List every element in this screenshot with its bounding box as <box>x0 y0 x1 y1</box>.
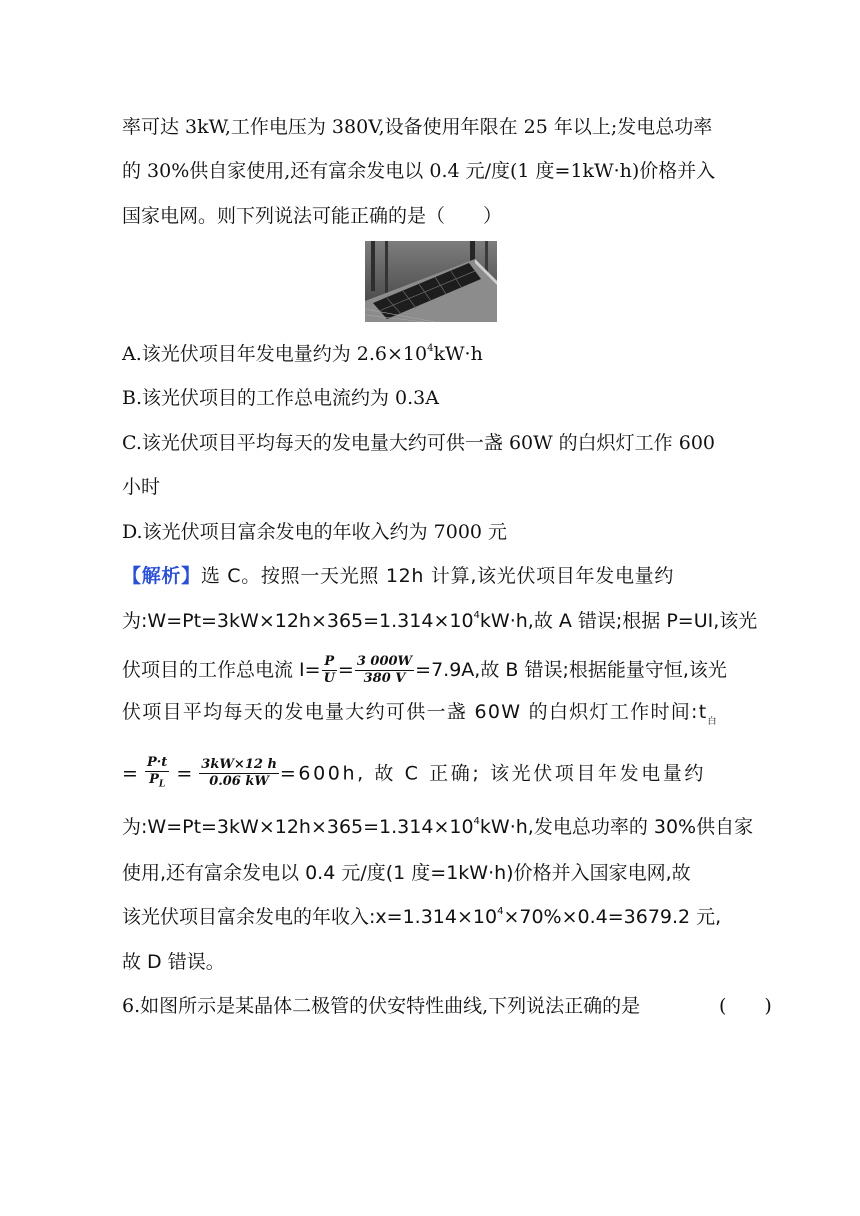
analysis-text-6b: kW·h,发电总功率的 30%供自家 <box>479 816 754 838</box>
analysis-text-4: 伏项目平均每天的发电量大约可供一盏 60W 的白炽灯工作时间:t <box>122 701 708 723</box>
equals-sign: = <box>337 659 354 681</box>
equals-sign-2: = <box>122 762 138 785</box>
intro-line-2: 的 30%供自家使用,还有富余发电以 0.4 元/度(1 度=1kW·h)价格并入 <box>122 160 716 182</box>
analysis-line-9: 故 D 错误。 <box>122 951 225 973</box>
intro-line-1: 率可达 3kW,工作电压为 380V,设备使用年限在 25 年以上;发电总功率 <box>122 116 713 138</box>
option-d: D.该光伏项目富余发电的年收入约为 7000 元 <box>122 521 508 543</box>
analysis-text-8a: 该光伏项目富余发电的年收入:x=1.314×10 <box>122 906 498 928</box>
option-a-text: A.该光伏项目年发电量约为 2.6×10 <box>122 343 428 365</box>
question-6-answer-paren: ( ) <box>719 995 772 1017</box>
analysis-line-1 <box>122 563 674 589</box>
analysis-line-5: = $\frac{P\cdot t}{P_L}$ = $\frac{3kW\times 12 h}{0.06 kW}$ =600h, 故 C 正确; 该光伏项目年发电量约 <box>122 755 706 793</box>
intro-line-3: 国家电网。则下列说法可能正确的是（ ） <box>122 205 503 227</box>
analysis-text-5: =600h, 故 C 正确; 该光伏项目年发电量约 <box>279 762 706 785</box>
analysis-exponent-6: 4 <box>473 816 480 827</box>
option-c-line-2: 小时 <box>122 476 161 498</box>
option-a <box>122 341 483 367</box>
analysis-tag: 【解析】 <box>122 565 201 587</box>
analysis-text-3a: 伏项目的工作总电流 I= <box>122 659 321 681</box>
analysis-line-3 <box>122 654 727 687</box>
fraction-power-over-voltage: $\frac{3 000W}{380 V}$ <box>356 654 413 686</box>
subscript-bai: 白 <box>707 717 718 727</box>
fraction-kwh-over-kw: $\frac{3kW\times 12 h}{0.06 kW}$ <box>201 757 277 790</box>
analysis-text-2b: kW·h,故 A 错误;根据 P=UI,该光 <box>479 610 758 632</box>
option-a-unit: kW·h <box>433 343 483 365</box>
analysis-line-6 <box>122 814 753 840</box>
solar-roof-photo <box>365 241 497 322</box>
analysis-line-4 <box>122 699 718 735</box>
analysis-line-7: 使用,还有富余发电以 0.4 元/度(1 度=1kW·h)价格并入国家电网,故 <box>122 862 691 884</box>
analysis-text-2a: 为:W=Pt=3kW×12h×365=1.314×10 <box>122 610 474 632</box>
question-6: 6.如图所示是某晶体二极管的伏安特性曲线,下列说法正确的是 <box>122 995 641 1017</box>
fraction-energy-over-lamp-power: $\frac{P\cdot t}{P_L}$ <box>146 755 168 790</box>
analysis-text-6a: 为:W=Pt=3kW×12h×365=1.314×10 <box>122 816 474 838</box>
analysis-exponent-8: 4 <box>497 906 504 917</box>
analysis-text-1: 选 C。按照一天光照 12h 计算,该光伏项目年发电量约 <box>200 565 675 587</box>
option-b: B.该光伏项目的工作总电流约为 0.3A <box>122 387 439 409</box>
analysis-text-3b: =7.9A,故 B 错误;根据能量守恒,该光 <box>415 659 727 681</box>
analysis-line-2 <box>122 608 757 634</box>
analysis-line-8 <box>122 904 721 930</box>
option-c-line-1: C.该光伏项目平均每天的发电量大约可供一盏 60W 的白炽灯工作 600 <box>122 432 715 454</box>
analysis-exponent-2: 4 <box>473 610 480 621</box>
fraction-p-over-u: $\frac{P}{U}$ <box>323 654 335 686</box>
analysis-text-8b: ×70%×0.4=3679.2 元, <box>503 906 722 928</box>
option-a-exponent: 4 <box>427 343 434 354</box>
